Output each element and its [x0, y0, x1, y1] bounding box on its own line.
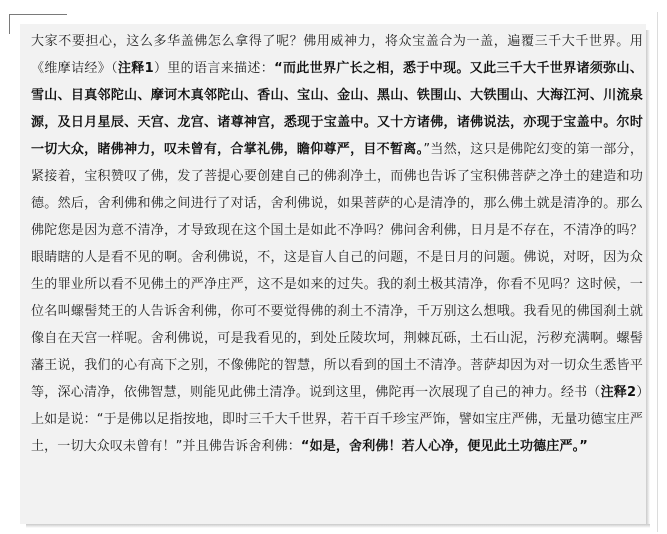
text-segment: ”并且佛告诉舍利佛：: [175, 439, 301, 454]
panel-shadow-right: [646, 30, 650, 528]
text-segment: ”当然，这只是佛陀幻变的第一部分，紧接着，宝积赞叹了佛，发了菩提心要创建自己的佛刹净土，而佛也告诉了宝积佛菩萨之净土的建造和功德。然后，舍利佛和佛之间进行了对话，舍利佛说，如果菩萨的心是清净的，那么佛土就是清净的。那么佛陀您是因为意不清净，才导致现在这个国土是如此不净吗？佛问舍利佛，日月是不存在，不清净的吗？眼睛瞎的人是看不见的啊。舍利佛说，不，这是盲人自己的问题，不是日月的问题。佛说，对呀，因为众生的罪业所以看不见佛土的严净庄严，这不是如来的过失。我的刹土极其清净，你看不见吗？这时候，一位名叫螺髻梵王的人告诉舍利佛，你可不要觉得佛的刹土不清净，千万别这么想哦。我看见的佛国刹土就像自在天宫一样呢。舍利佛说，可是我看见的，到处丘陵坎坷，荆棘瓦砾，土石山泥，污秽充满啊。螺髻藩王说，我们的心有高下之别，不像佛陀的智慧，所以看到的国土不清净。菩萨却因为对一切众生悉皆平等，深心清净，依佛智慧，则能见此佛土清净。说到这里，佛陀再一次展现了自己的神力。经书（: [31, 142, 643, 400]
text-segment: 大家不要担心，这么多华盖佛怎么拿得了呢？佛用威神力，将众宝盖合为一盖，遍覆三千大千世界。用《维摩诘经》（: [31, 34, 643, 76]
sutra-quote-1: “而此世界广长之相，悉于中现。又此三千大千世界诸须弥山、雪山、目真邻陀山、摩诃木真邻陀山、香山、宝山、金山、黑山、铁围山、大铁围山、大海江河、川流泉源，及日月星辰、天宫、龙宫、诸尊神宫，悉现于宝盖中。又十方诸佛，诸佛说法，亦现于宝盖中。尔时一切大众，睹佛神力，叹未曾有，合掌礼佛，瞻仰尊严，目不暂离。: [31, 61, 644, 157]
note-reference-2: 注释2: [600, 385, 637, 400]
frame-edge-right: [657, 12, 658, 532]
note-reference-1: 注释1: [117, 61, 154, 76]
panel-shadow-bottom: [26, 524, 650, 528]
frame-corner-top: [9, 14, 67, 15]
text-segment: ）上如是说：: [31, 385, 643, 427]
frame-corner-left: [9, 14, 10, 34]
body-paragraph: [31, 28, 643, 460]
sutra-quote-2: “于是佛以足指按地，即时三千大千世界，若干百千珍宝严饰，譬如宝庄严佛，无量功德宝庄严土，一切大众叹未曾有！: [31, 412, 643, 454]
text-segment: ）里的语言来描述：: [153, 61, 275, 76]
sutra-quote-3: “如是，舍利佛！若人心净，便见此土功德庄严。”: [300, 439, 588, 454]
